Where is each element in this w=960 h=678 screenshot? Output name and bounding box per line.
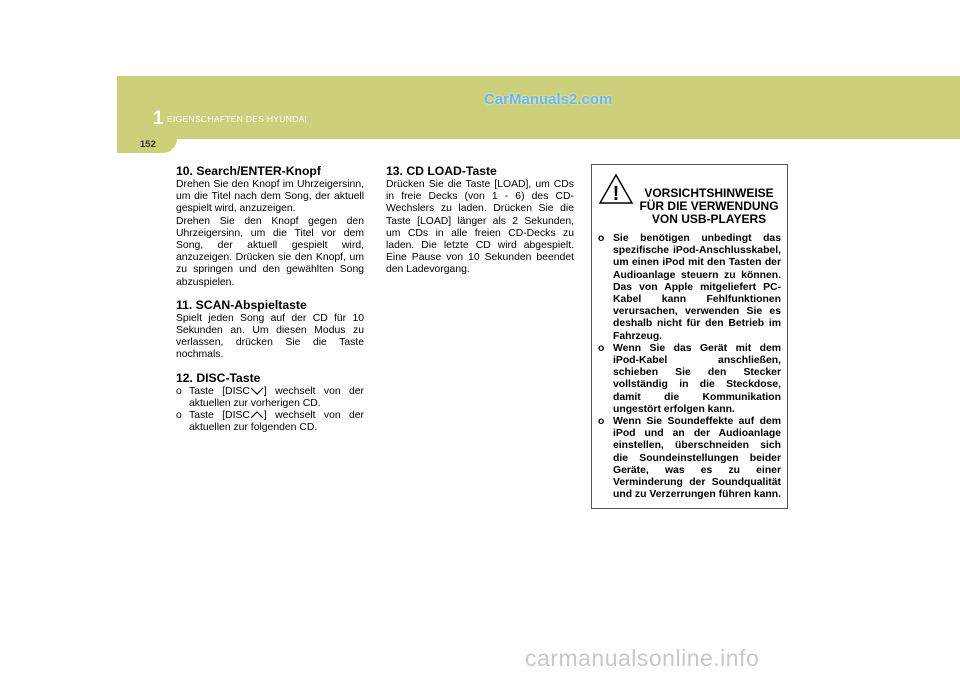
column-middle	[386, 164, 574, 277]
caution-title-line-3: VON USB-PLAYERS	[651, 212, 767, 227]
caution-title	[634, 187, 784, 227]
watermark-link[interactable]: CarManuals2.com	[484, 91, 613, 108]
bullet-text-end: ] wechselt von der aktuellen zur vorherigen CD.	[189, 385, 364, 409]
caution-header	[598, 173, 781, 233]
section-11-paragraph: Spielt jeden Song auf der CD für 10 Sekunden an. Um diesen Modus zu verlassen, drücken Sie die Taste nochmals.	[176, 312, 364, 361]
bullet-mark: o	[598, 416, 605, 428]
caution-bullet-text: Sie benötigen unbedingt das spezifische iPod-Anschlusskabel, um einen iPod mit den Tasten der Audioanlage steuern zu können. Das von Apple mitgeliefert PC-Kabel kann Fehlfunktionen verursachen, verwenden Sie es deshalb nicht für den Betrieb im Fahrzeug.	[613, 233, 781, 342]
section-10-heading: 10. Search/ENTER-Knopf	[176, 164, 321, 178]
section-13-heading: 13. CD LOAD-Taste	[386, 164, 497, 178]
caution-box	[591, 164, 788, 509]
warning-glyph: !	[612, 183, 620, 205]
chapter-number: 1	[153, 108, 164, 129]
section-12-heading: 12. DISC-Taste	[176, 370, 261, 385]
section-12-bullet-2	[176, 410, 364, 434]
section-10-paragraph-1: Drehen Sie den Knopf im Uhrzeigersinn, um die Titel nach dem Song, der aktuell gespielt wird, anzuzeigen.	[176, 179, 364, 215]
section-11-heading: 11. SCAN-Abspieltaste	[176, 297, 307, 312]
bullet-mark: o	[598, 233, 605, 244]
chevron-down-icon	[250, 387, 264, 395]
section-13-paragraph: Drücken Sie die Taste [LOAD], um CDs in freie Decks (von 1 - 6) des CD-Wechslers zu laden. Drücken Sie die Taste [LOAD] länger als 2 Sekunden, um CDs in alle freien CD-Decks zu laden. Die letzte CD wird abgespielt. Eine Pause von 10 Sekunden beendet den Ladevorgang.	[386, 179, 574, 276]
caution-bullet-text: Wenn Sie das Gerät mit dem iPod-Kabel anschließen, schieben Sie den Stecker vollständig in die Steckdose, damit die Kommunikation ungestört erfolgen kann.	[613, 342, 781, 415]
chapter-title: EIGENSCHAFTEN DES HYUNDAI	[167, 114, 308, 124]
chevron-up-icon	[250, 411, 264, 419]
warning-triangle-icon	[598, 173, 634, 205]
caution-title-line-2: FÜR DIE VERWENDUNG	[639, 199, 779, 214]
section-12-bullet-1	[176, 386, 364, 410]
caution-bullet-3	[598, 416, 781, 501]
column-left	[176, 164, 364, 434]
caution-bullet-2	[598, 343, 781, 416]
caution-title-line-1: VORSICHTSHINWEISE	[644, 186, 774, 200]
caution-bullet-1	[598, 233, 781, 343]
caution-bullet-text: Wenn Sie Soundeffekte auf dem iPod und an der Audioanlage einstellen, überschneiden sich die Soundeinstellungen beider Geräte, was es zu einer Verminderung der Soundqualität und zu Verzerrungen führen kann.	[613, 416, 782, 501]
bullet-text-end: ] wechselt von der aktuellen zur folgenden CD.	[189, 410, 364, 434]
bullet-text-start: Taste [DISC	[189, 385, 250, 397]
bullet-text-start: Taste [DISC	[189, 410, 250, 422]
page-number: 152	[140, 139, 156, 150]
bullet-mark: o	[176, 385, 182, 397]
bullet-mark: o	[598, 342, 605, 354]
footer-watermark-link[interactable]: carmanualsonline.info	[525, 645, 760, 671]
section-10-paragraph-2: Drehen Sie den Knopf gegen den Uhrzeigersinn, um die Titel vor dem Song, der aktuell gespielt wird, anzuzeigen. Drücken sie den Knopf, um zu springen und den gewählten Song abzuspielen.	[176, 215, 364, 288]
bullet-mark: o	[176, 410, 182, 422]
